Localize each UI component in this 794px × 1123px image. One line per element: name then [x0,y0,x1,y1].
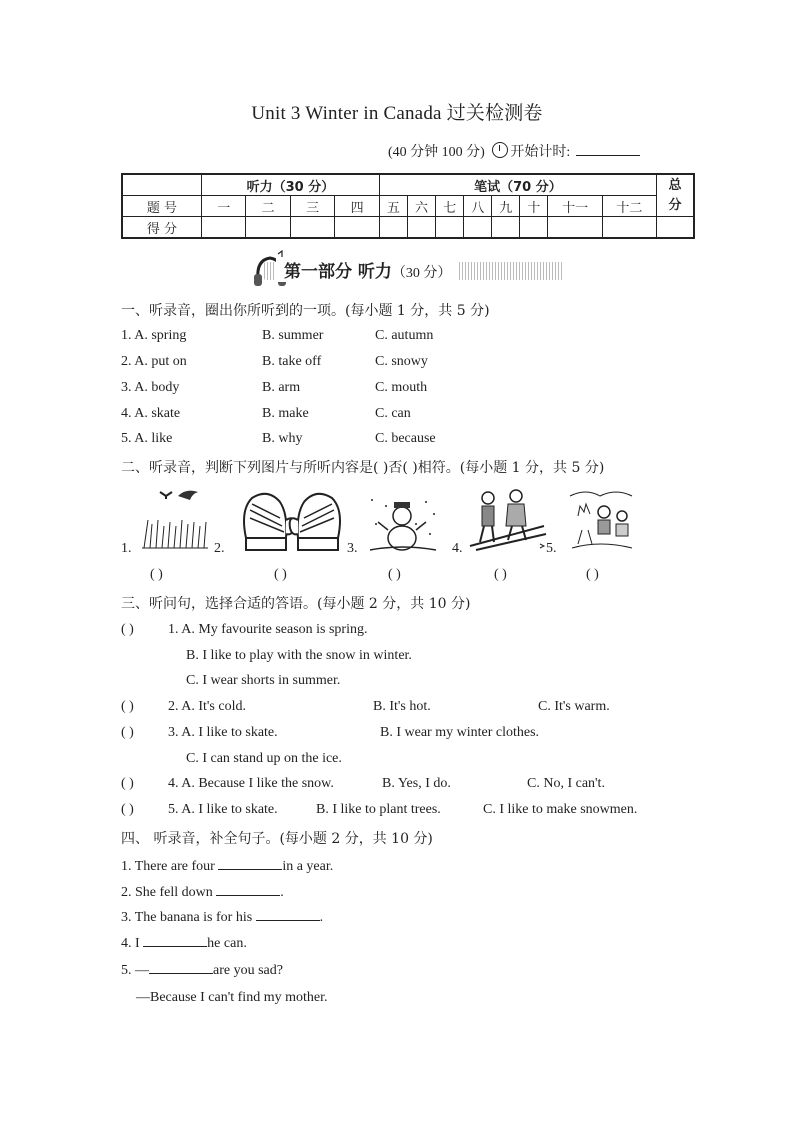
score-cell[interactable] [290,217,334,239]
s3-q3-b[interactable]: B. I wear my winter clothes. [380,725,540,740]
section1-title: 一、听录音，圈出你所听到的一项。(每小题 1 分，共 5 分) [121,303,490,319]
s4-s1-end: in a year. [282,859,334,874]
s1-item5-c[interactable]: C. because [375,431,436,446]
s2-answer-4[interactable]: ( ) [494,567,507,582]
time-info [388,141,640,161]
total-header-bottom: 分 [668,197,682,213]
table-corner [122,174,202,196]
planting-picture [568,486,634,552]
s4-blank-2[interactable] [216,883,280,896]
row-label-score: 得 分 [122,217,202,239]
section2-title: 二、听录音，判断下列图片与所听内容是( )否( )相符。(每小题 1 分，共 5 分) [121,460,605,476]
s3-q2-a[interactable]: 2. A. It's cold. [168,699,246,714]
s1-item4-b[interactable]: B. make [262,406,309,421]
s3-q1-a[interactable]: 1. A. My favourite season is spring. [168,622,368,637]
s3-q2-c[interactable]: C. It's warm. [538,699,610,714]
col-num: 一 [202,196,246,217]
s3-q4-a[interactable]: 4. A. Because I like the snow. [168,776,334,791]
col-num: 八 [464,196,492,217]
s4-s5-end: are you sad? [213,963,283,978]
score-cell[interactable] [548,217,602,239]
s1-item1-a[interactable]: 1. A. spring [121,328,187,343]
score-cell[interactable] [436,217,464,239]
s4-sentence-6: —Because I can't find my mother. [136,990,328,1005]
s1-item2-a[interactable]: 2. A. put on [121,354,187,369]
s3-answer-2[interactable]: ( ) [121,699,134,714]
s4-s4-end: he can. [207,936,247,951]
s4-s3-start: 3. The banana is for his [121,910,256,925]
s3-q5-b[interactable]: B. I like to plant trees. [316,802,441,817]
s1-item2-b[interactable]: B. take off [262,354,322,369]
skiing-picture [468,488,548,554]
score-cell[interactable] [492,217,520,239]
writing-header: 笔试（70 分） [379,174,656,196]
s4-sentence-2 [121,883,284,901]
s1-item1-c[interactable]: C. autumn [375,328,434,343]
time-duration: (40 分钟 100 分) [388,145,485,160]
score-cell[interactable] [407,217,435,239]
clock-icon [492,142,508,158]
s2-answer-1[interactable]: ( ) [150,567,163,582]
s3-q1-c[interactable]: C. I wear shorts in summer. [186,673,341,688]
score-cell[interactable] [602,217,656,239]
col-num: 十 [520,196,548,217]
col-num: 十二 [602,196,656,217]
snowman-picture [366,494,440,554]
s4-sentence-4 [121,934,247,952]
pic-label-5: 5. [546,541,557,556]
s1-item1-b[interactable]: B. summer [262,328,324,343]
pic-label-4: 4. [452,541,463,556]
section3-title: 三、听问句，选择合适的答语。(每小题 2 分，共 10 分) [121,596,471,612]
col-num: 七 [436,196,464,217]
s3-answer-5[interactable]: ( ) [121,802,134,817]
total-score-cell[interactable] [657,217,695,239]
s4-blank-4[interactable] [143,934,207,947]
s3-q3-c[interactable]: C. I can stand up on the ice. [186,751,342,766]
s1-item3-a[interactable]: 3. A. body [121,380,180,395]
s1-item3-c[interactable]: C. mouth [375,380,428,395]
s1-item2-c[interactable]: C. snowy [375,354,428,369]
s2-answer-2[interactable]: ( ) [274,567,287,582]
start-time-blank[interactable] [576,143,640,156]
s1-item5-b[interactable]: B. why [262,431,303,446]
s1-item5-a[interactable]: 5. A. like [121,431,173,446]
start-time-label: 开始计时: [510,145,571,160]
s4-blank-5[interactable] [149,961,213,974]
score-cell[interactable] [464,217,492,239]
score-cell[interactable] [335,217,379,239]
s3-q2-b[interactable]: B. It's hot. [373,699,431,714]
score-table [121,173,695,239]
score-cell[interactable] [379,217,407,239]
s3-answer-1[interactable]: ( ) [121,622,134,637]
col-num: 六 [407,196,435,217]
s2-answer-3[interactable]: ( ) [388,567,401,582]
score-cell[interactable] [246,217,290,239]
s3-answer-3[interactable]: ( ) [121,725,134,740]
banner-score: （30 分） [391,266,452,281]
col-num: 二 [246,196,290,217]
s4-s5-start: 5. — [121,963,149,978]
s1-item3-b[interactable]: B. arm [262,380,301,395]
total-header [657,174,695,217]
col-num: 四 [335,196,379,217]
s4-sentence-5 [121,961,283,979]
s4-s3-end: . [319,910,324,925]
pic-label-3: 3. [347,541,358,556]
pic-label-2: 2. [214,541,225,556]
pic-label-1: 1. [121,541,132,556]
part-one-banner [232,250,564,290]
page-title: Unit 3 Winter in Canada 过关检测卷 [251,103,543,124]
s1-item4-a[interactable]: 4. A. skate [121,406,181,421]
col-num: 九 [492,196,520,217]
s3-q1-b[interactable]: B. I like to play with the snow in winter. [186,648,412,663]
s4-blank-3[interactable] [256,908,320,921]
s3-q4-b[interactable]: B. Yes, I do. [382,776,451,791]
s4-s4-start: 4. I [121,936,144,951]
col-num: 十一 [548,196,602,217]
s3-q4-c[interactable]: C. No, I can't. [527,776,605,791]
col-num: 五 [379,196,407,217]
spring-birds-picture [138,486,210,552]
total-header-top: 总 [668,177,682,193]
s3-q5-c[interactable]: C. I like to make snowmen. [483,802,638,817]
s2-answer-5[interactable]: ( ) [586,567,599,582]
mittens-picture [236,490,348,556]
s4-s2-start: 2. She fell down [121,885,217,900]
score-cell[interactable] [202,217,246,239]
section4-title: 四、 听录音，补全句子。(每小题 2 分，共 10 分) [121,831,433,847]
col-num: 三 [290,196,334,217]
s3-q5-a[interactable]: 5. A. I like to skate. [168,802,278,817]
s1-item4-c[interactable]: C. can [375,406,411,421]
s4-blank-1[interactable] [218,857,282,870]
banner-part: 第一部分 听力 [284,262,392,282]
score-cell[interactable] [520,217,548,239]
s4-sentence-1 [121,857,333,875]
listening-header: 听力（30 分） [202,174,380,196]
s4-s1-start: 1. There are four [121,859,219,874]
s4-sentence-3 [121,908,323,926]
s4-s2-end: . [280,885,284,900]
row-label-number: 题 号 [122,196,202,217]
s3-q3-a[interactable]: 3. A. I like to skate. [168,725,278,740]
banner-text [276,257,459,282]
s3-answer-4[interactable]: ( ) [121,776,134,791]
